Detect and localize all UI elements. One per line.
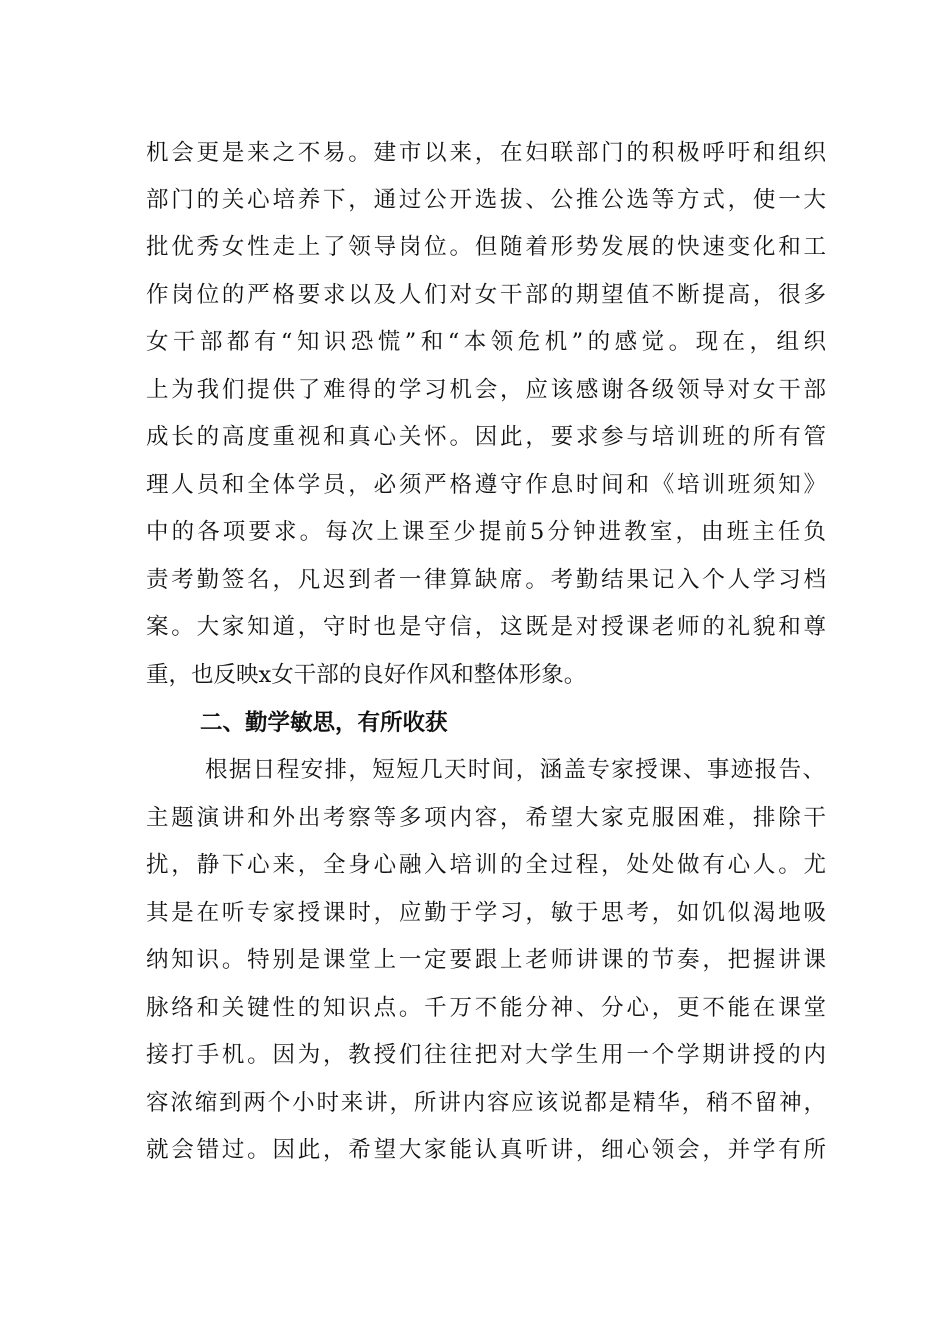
body-text-line: 成长的高度重视和真心关怀。因此，要求参与培训班的所有管	[146, 424, 826, 450]
body-text-line: 纳知识。特别是课堂上一定要跟上老师讲课的节奏，把握讲课	[146, 947, 826, 973]
body-text-line: 上为我们提供了难得的学习机会，应该感谢各级领导对女干部	[146, 377, 826, 403]
body-text-line: 理人员和全体学员，必须严格遵守作息时间和《培训班须知》	[146, 472, 826, 498]
body-text-line: 中的各项要求。每次上课至少提前5分钟进教室，由班主任负	[146, 519, 826, 545]
body-text-line: 责考勤签名，凡迟到者一律算缺席。考勤结果记入个人学习档	[146, 567, 826, 593]
body-text-line: 容浓缩到两个小时来讲，所讲内容应该说都是精华，稍不留神，	[146, 1090, 826, 1116]
body-text-line: 其是在听专家授课时，应勤于学习，敏于思考，如饥似渴地吸	[146, 900, 826, 926]
body-text-line: 脉络和关键性的知识点。千万不能分神、分心，更不能在课堂	[146, 995, 826, 1021]
body-text-line: 接打手机。因为，教授们往往把对大学生用一个学期讲授的内	[146, 1042, 826, 1068]
body-text-line: 部门的关心培养下，通过公开选拔、公推公选等方式，使一大	[146, 187, 826, 213]
body-text-line: 作岗位的严格要求以及人们对女干部的期望值不断提高，很多	[146, 282, 826, 308]
body-text-line: 根据日程安排，短短几天时间，涵盖专家授课、事迹报告、	[205, 757, 825, 783]
body-text-line: 机会更是来之不易。建市以来，在妇联部门的积极呼吁和组织	[146, 140, 826, 166]
body-text-line: 扰，静下心来，全身心融入培训的全过程，处处做有心人。尤	[146, 852, 826, 878]
section-heading: 二、勤学敏思，有所收获	[200, 710, 448, 736]
body-text-line: 女干部都有“知识恐慌”和“本领危机”的感觉。现在，组织	[146, 329, 826, 355]
body-text-line: 案。大家知道，守时也是守信，这既是对授课老师的礼貌和尊	[146, 614, 826, 640]
body-text-line: 重，也反映x女干部的良好作风和整体形象。	[146, 662, 587, 688]
body-text-line: 就会错过。因此，希望大家能认真听讲，细心领会，并学有所	[146, 1137, 826, 1163]
body-text-line: 主题演讲和外出考察等多项内容，希望大家克服困难，排除干	[146, 805, 826, 831]
body-text-line: 批优秀女性走上了领导岗位。但随着形势发展的快速变化和工	[146, 234, 826, 260]
